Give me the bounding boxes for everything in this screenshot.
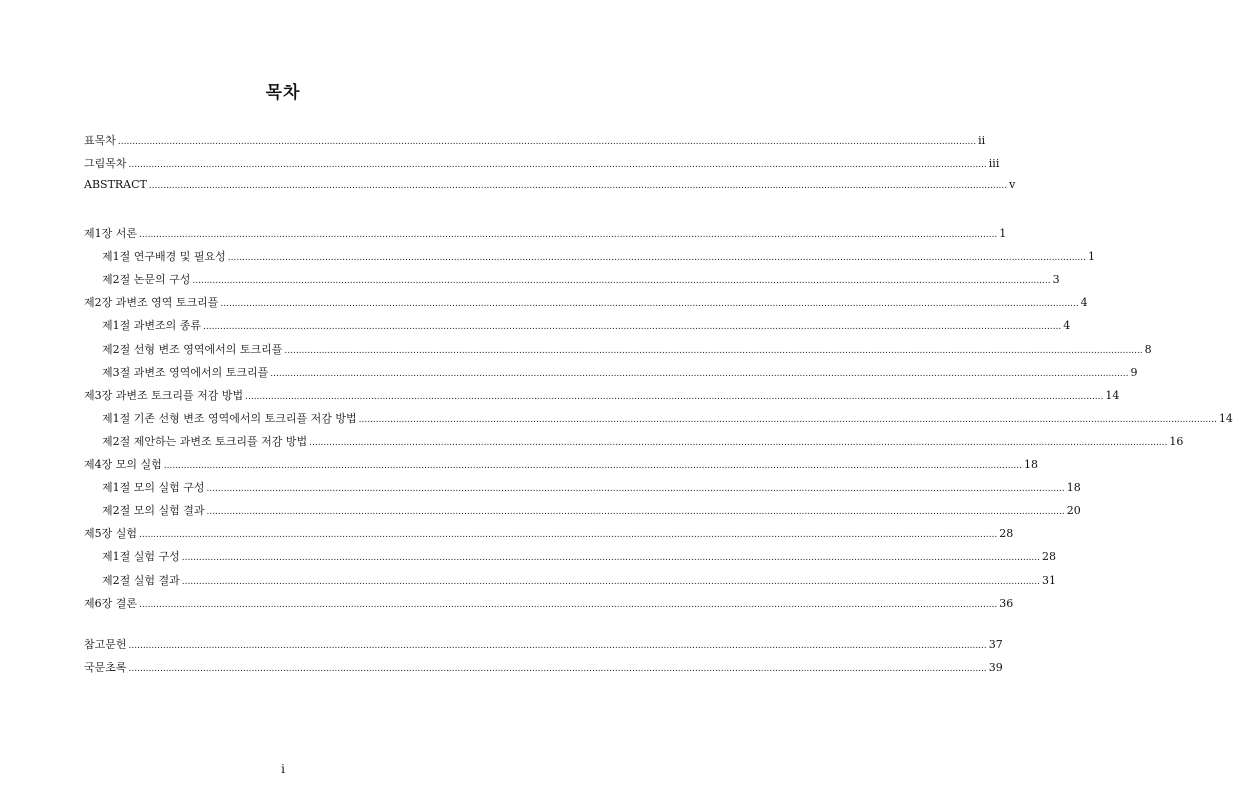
dot-leader: ............................................................................................................................................................................................................................................................................................................ bbox=[192, 276, 1051, 287]
toc-section-entry bbox=[102, 364, 1138, 384]
toc-entry-label: 제6장 결론 bbox=[84, 596, 137, 610]
toc-entry bbox=[84, 294, 1088, 314]
toc-entry-label: 국문초록 bbox=[84, 661, 127, 675]
dot-leader: ............................................................................................................................................................................................................................................................................................................ bbox=[139, 530, 998, 541]
toc-entry-page: 28 bbox=[1042, 550, 1057, 564]
dot-leader: ............................................................................................................................................................................................................................................................................................................ bbox=[139, 230, 998, 240]
toc-section-entry bbox=[102, 433, 1184, 453]
dot-leader: ............................................................................................................................................................................................................................................................................................................ bbox=[117, 137, 977, 147]
toc-entry-label: 제1절 과변조의 종류 bbox=[102, 319, 201, 333]
dot-leader: ............................................................................................................................................................................................................................................................................................................ bbox=[245, 391, 1104, 402]
toc-entry-label: 제3절 과변조 영역에서의 토크리플 bbox=[102, 365, 269, 379]
toc-entry-page: 36 bbox=[999, 596, 1014, 610]
toc-entry-label: 제4장 모의 실험 bbox=[84, 458, 162, 471]
toc-entry bbox=[84, 132, 986, 152]
toc-entry-page: 4 bbox=[1063, 319, 1071, 333]
toc-entry-label: 제1절 기존 선형 변조 영역에서의 토크리플 저감 방법 bbox=[102, 411, 357, 425]
dot-leader: ............................................................................................................................................................................................................................................................................................................ bbox=[206, 484, 1065, 495]
page-title: 목차 bbox=[265, 83, 301, 103]
toc-entry-label: 제1절 모의 실험 구성 bbox=[102, 481, 205, 495]
toc-entry bbox=[84, 155, 1000, 175]
toc-entry-label: 제2절 실험 결과 bbox=[102, 573, 180, 587]
toc-entry-label: 제2장 과변조 영역 토크리플 bbox=[84, 296, 219, 310]
toc-entry-page: 31 bbox=[1042, 573, 1057, 587]
dot-leader: ............................................................................................................................................................................................................................................................................................................ bbox=[163, 461, 1023, 471]
toc-entry-label: 제5장 실험 bbox=[84, 527, 137, 541]
dot-leader: ............................................................................................................................................................................................................................................................................................................ bbox=[128, 664, 987, 675]
toc-entry bbox=[84, 525, 1014, 545]
toc-entry bbox=[84, 636, 1003, 656]
toc-entry-page: 9 bbox=[1130, 365, 1138, 379]
toc-section-entry bbox=[102, 572, 1057, 592]
dot-leader: ............................................................................................................................................................................................................................................................................................................ bbox=[227, 253, 1087, 264]
dot-leader: ............................................................................................................................................................................................................................................................................................................ bbox=[148, 181, 1008, 192]
toc-entry-label: 제3장 과변조 토크리플 저감 방법 bbox=[84, 388, 244, 402]
dot-leader: ............................................................................................................................................................................................................................................................................................................ bbox=[139, 599, 998, 610]
toc-entry bbox=[84, 456, 1039, 476]
toc-entry-label: 참고문헌 bbox=[84, 638, 127, 651]
toc-entry-label: 제1절 연구배경 및 필요성 bbox=[102, 250, 226, 264]
toc-entry-page: 28 bbox=[999, 527, 1014, 541]
toc-entry-label: 제2절 논문의 구성 bbox=[102, 273, 191, 287]
toc-entry-page: 18 bbox=[1066, 481, 1081, 495]
toc-section-entry bbox=[102, 410, 1233, 430]
toc-entry-page: 8 bbox=[1144, 342, 1152, 356]
toc-section-entry bbox=[102, 317, 1071, 337]
toc-entry-page: 1 bbox=[1088, 250, 1096, 264]
toc-entry-page: iii bbox=[988, 157, 1000, 171]
toc-entry-page: 20 bbox=[1066, 504, 1081, 518]
toc-entry-label: 제1절 실험 구성 bbox=[102, 550, 180, 564]
toc-entry bbox=[84, 225, 1007, 245]
page-number: i bbox=[281, 762, 285, 776]
toc-entry-label: 제1장 서론 bbox=[84, 227, 137, 240]
toc-entry bbox=[84, 659, 1003, 679]
dot-leader: ............................................................................................................................................................................................................................................................................................................ bbox=[181, 553, 1041, 564]
toc-entry-page: 39 bbox=[988, 661, 1003, 675]
toc-entry-page: 37 bbox=[988, 638, 1003, 651]
dot-leader: ............................................................................................................................................................................................................................................................................................................ bbox=[270, 368, 1129, 379]
dot-leader: ............................................................................................................................................................................................................................................................................................................ bbox=[128, 641, 987, 651]
toc-entry-page: 1 bbox=[999, 227, 1007, 240]
toc-entry-page: 16 bbox=[1169, 434, 1184, 448]
toc-section-entry bbox=[102, 248, 1096, 268]
dot-leader: ............................................................................................................................................................................................................................................................................................................ bbox=[358, 414, 1217, 425]
toc-entry-page: ii bbox=[978, 134, 986, 147]
toc-entry-label: ABSTRACT bbox=[84, 178, 147, 192]
dot-leader: ............................................................................................................................................................................................................................................................................................................ bbox=[220, 299, 1079, 310]
dot-leader: ............................................................................................................................................................................................................................................................................................................ bbox=[128, 160, 987, 171]
dot-leader: ............................................................................................................................................................................................................................................................................................................ bbox=[206, 507, 1065, 518]
toc-entry-page: 3 bbox=[1052, 273, 1060, 287]
toc-entry-label: 그림목차 bbox=[84, 157, 127, 171]
toc-entry-page: 4 bbox=[1080, 296, 1088, 310]
toc-entry-page: 14 bbox=[1105, 388, 1120, 402]
toc-entry bbox=[84, 178, 1016, 198]
toc-entry bbox=[84, 387, 1120, 407]
toc-entry-label: 제2절 선형 변조 영역에서의 토크리플 bbox=[102, 342, 283, 356]
dot-leader: ............................................................................................................................................................................................................................................................................................................ bbox=[284, 345, 1143, 356]
dot-leader: ............................................................................................................................................................................................................................................................................................................ bbox=[309, 437, 1168, 448]
toc-entry-page: v bbox=[1009, 178, 1016, 192]
toc-entry-label: 제2절 모의 실험 결과 bbox=[102, 504, 205, 518]
dot-leader: ............................................................................................................................................................................................................................................................................................................ bbox=[203, 322, 1062, 333]
toc-section-entry bbox=[102, 271, 1060, 291]
toc-entry bbox=[84, 595, 1014, 615]
dot-leader: ............................................................................................................................................................................................................................................................................................................ bbox=[181, 576, 1041, 587]
toc-section-entry bbox=[102, 502, 1081, 522]
toc-entry-page: 14 bbox=[1218, 411, 1233, 425]
toc-entry-page: 18 bbox=[1024, 458, 1039, 471]
toc-section-entry bbox=[102, 341, 1152, 361]
toc-entry-label: 제2절 제안하는 과변조 토크리플 저감 방법 bbox=[102, 434, 308, 448]
toc-section-entry bbox=[102, 479, 1081, 499]
toc-section-entry bbox=[102, 548, 1057, 568]
toc-entry-label: 표목차 bbox=[84, 134, 116, 147]
